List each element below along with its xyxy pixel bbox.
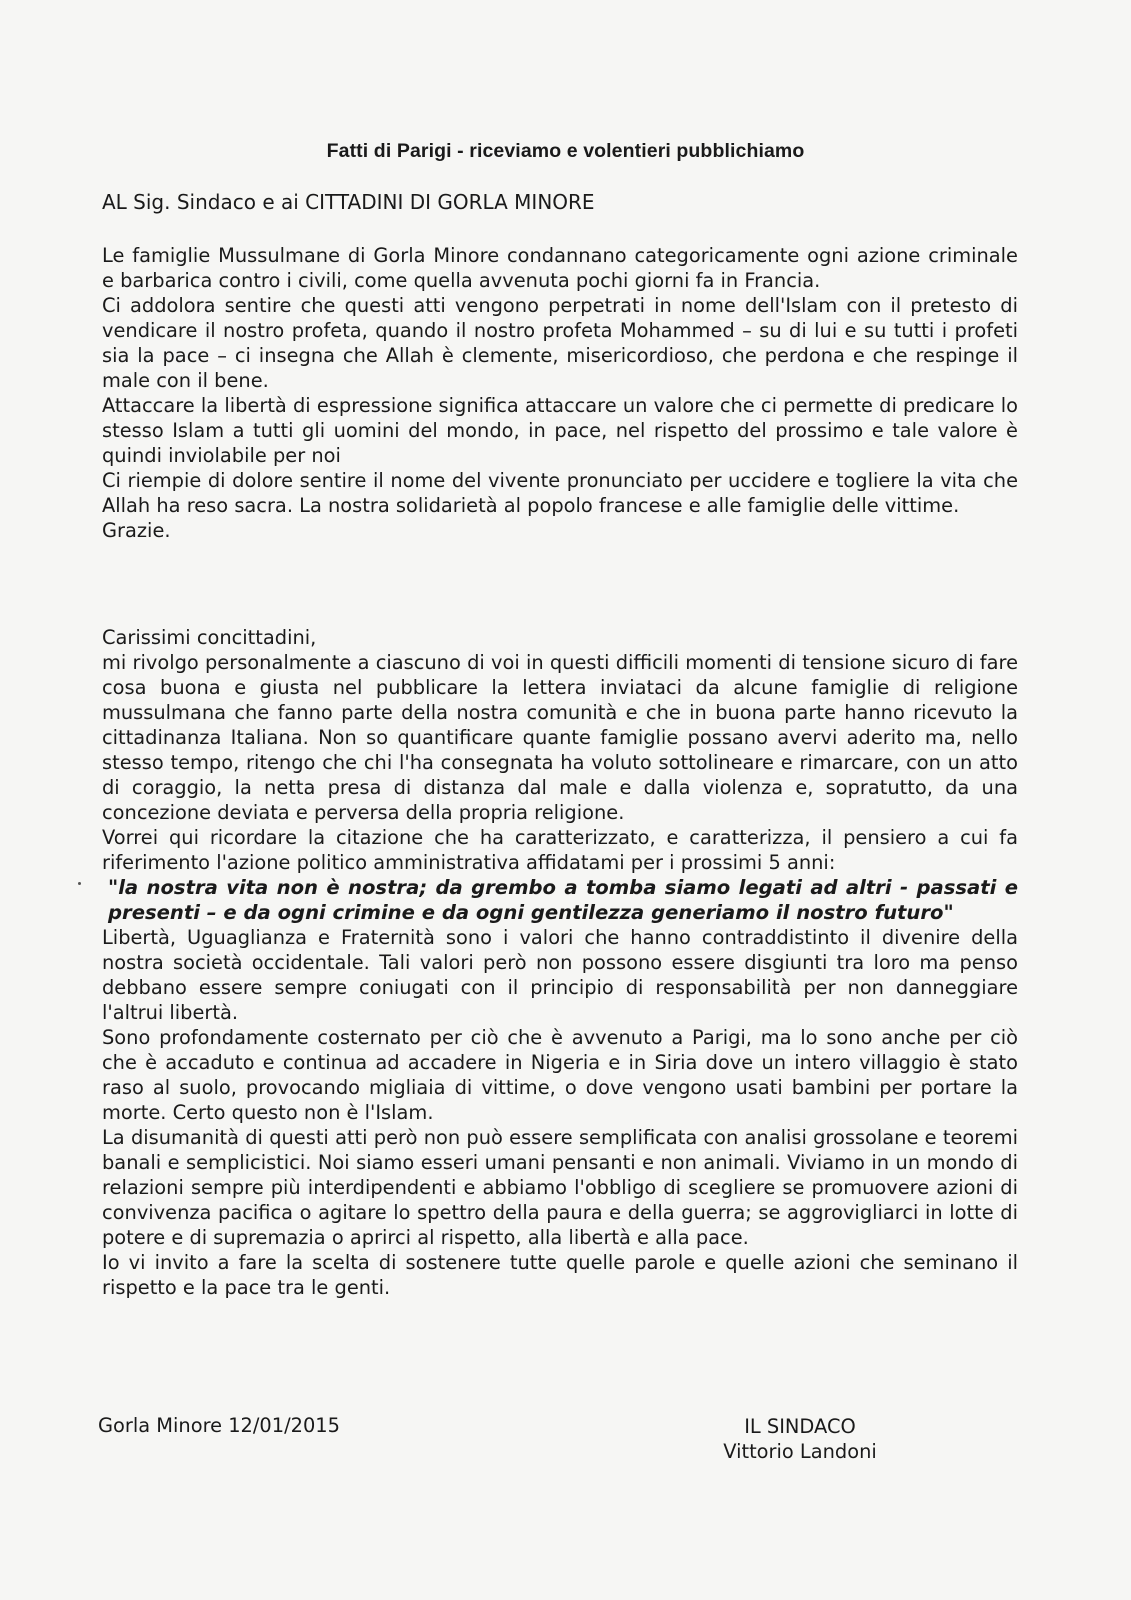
mayor-paragraph: mi rivolgo personalmente a ciascuno di voi in questi difficili momenti di tensione sicuro di fare cosa buona e giusta nel pubblicare la lettera inviataci da alcune famiglie di religione mussulmana che fanno parte della nostra comunità e che in buona parte hanno ricevuto la cittadinanza Italiana. Non so quantificare quante famiglie possano avervi aderito ma, nello stesso tempo, ritengo che chi l'ha consegnata ha voluto sottolineare e rimarcare, con un atto di coraggio, la netta presa di distanza dal male e dalla violenza e, sopratutto, da una concezione deviata e perversa della propria religione.: [102, 651, 1018, 824]
letter-paragraph: Ci riempie di dolore sentire il nome del vivente pronunciato per uccidere e togliere la vita che Allah ha reso sacra. La nostra solidarietà al popolo francese e alle famiglie delle vittime.: [102, 469, 1018, 517]
letter-paragraph: Attaccare la libertà di espressione significa attaccare un valore che ci permette di predicare lo stesso Islam a tutti gli uomini del mondo, in pace, nel rispetto del prossimo e tale valore è quindi inviolabile per noi: [102, 394, 1018, 467]
mayor-paragraph: Vorrei qui ricordare la citazione che ha caratterizzato, e caratterizza, il pensiero a cui fa riferimento l'azione politico amministrativa affidatami per i prossimi 5 anni:: [102, 826, 1018, 874]
mayor-paragraph: Io vi invito a fare la scelta di sostenere tutte quelle parole e quelle azioni che seminano il rispetto e la pace tra le genti.: [102, 1251, 1018, 1299]
scan-speck: [78, 882, 81, 885]
mayor-salutation: Carissimi concittadini,: [102, 626, 317, 649]
signature-block: [700, 1414, 900, 1464]
signature-name: Vittorio Landoni: [723, 1440, 877, 1463]
letter-paragraph: Ci addolora sentire che questi atti vengono perpetrati in nome dell'Islam con il pretesto di vendicare il nostro profeta, quando il nostro profeta Mohammed – su di lui e su tutti i profeti sia la pace – ci insegna che Allah è clemente, misericordioso, che perdona e che respinge il male con il bene.: [102, 294, 1018, 392]
place-date: Gorla Minore 12/01/2015: [98, 1414, 340, 1437]
letter-paragraph: Le famiglie Mussulmane di Gorla Minore condannano categoricamente ogni azione criminale e barbarica contro i civili, come quella avvenuta pochi giorni fa in Francia.: [102, 244, 1018, 292]
mayor-paragraph: Sono profondamente costernato per ciò che è avvenuto a Parigi, ma lo sono anche per ciò che è accaduto e continua ad accadere in Nigeria e in Siria dove un intero villaggio è stato raso al suolo, provocando migliaia di vittime, o dove vengono usati bambini per portare la morte. Certo questo non è l'Islam.: [102, 1026, 1018, 1124]
document-title: Fatti di Parigi - riceviamo e volentieri pubblichiamo: [326, 140, 805, 162]
mayor-paragraph: Libertà, Uguaglianza e Fraternità sono i valori che hanno contraddistinto il divenire della nostra società occidentale. Tali valori però non possono essere disgiunti tra loro ma penso debbano essere sempre coniugati con il principio di responsabilità per non danneggiare l'altrui libertà.: [102, 926, 1018, 1024]
families-letter: [102, 243, 1018, 543]
signature-role: IL SINDACO: [744, 1415, 856, 1438]
letter-closing: Grazie.: [102, 519, 171, 542]
mayor-paragraph: La disumanità di questi atti però non può essere semplificata con analisi grossolane e teoremi banali e semplicistici. Noi siamo esseri umani pensanti e non animali. Viviamo in un mondo di relazioni sempre più interdipendenti e abbiamo l'obbligo di scegliere se promuovere azioni di convivenza pacifica o agitare lo spettro della paura e della guerra; se aggrovigliarci in lotte di potere e di supremazia o aprirci al rispetto, alla libertà e alla pace.: [102, 1126, 1018, 1249]
mayor-letter: [102, 625, 1018, 1300]
quotation: "la nostra vita non è nostra; da grembo a tomba siamo legati ad altri - passati e presenti – e da ogni crimine e da ogni gentilezza generiamo il nostro futuro": [108, 876, 1018, 924]
greeting-line: AL Sig. Sindaco e ai CITTADINI DI GORLA MINORE: [102, 190, 595, 214]
